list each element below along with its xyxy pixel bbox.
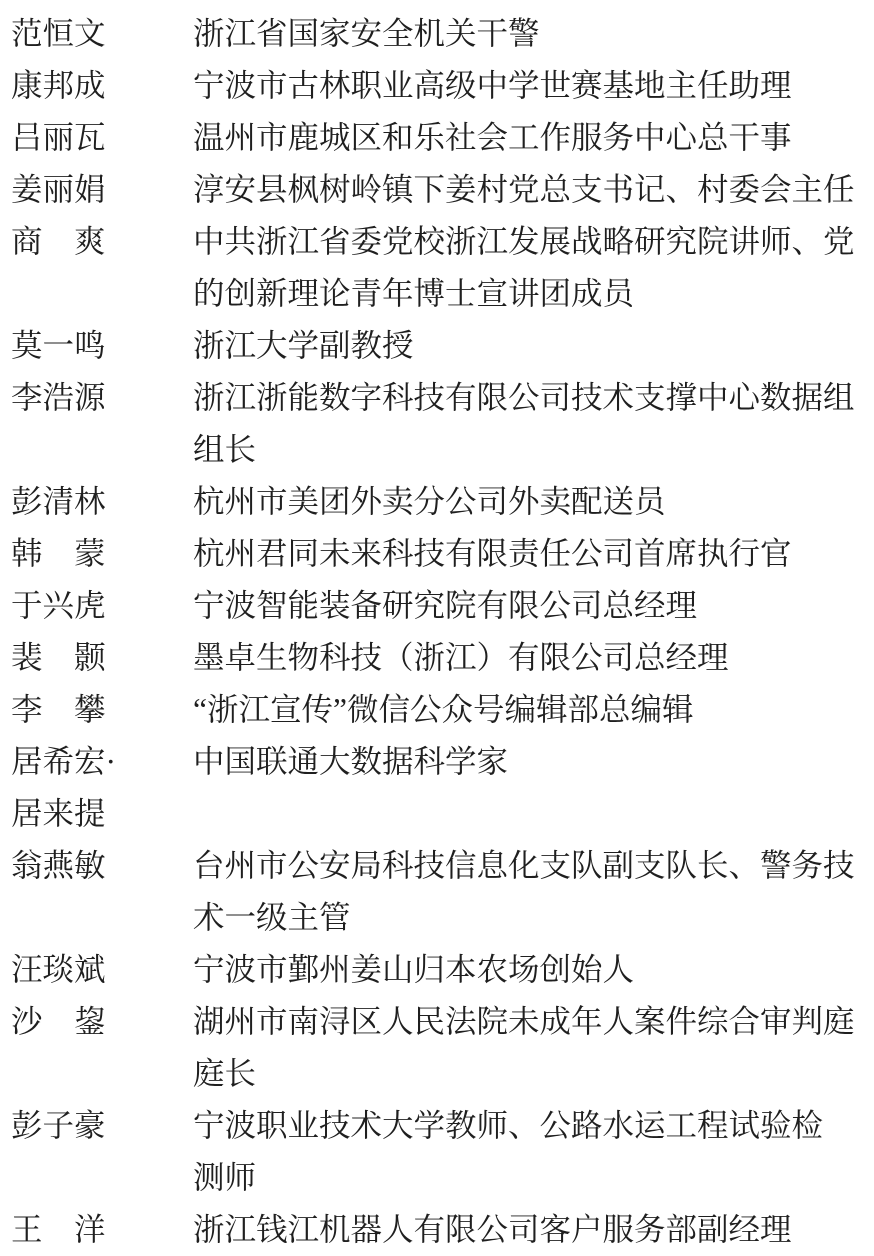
- person-title: [193, 112, 874, 164]
- person-name: [11, 1100, 106, 1152]
- person-name-line: 彭清林: [11, 484, 106, 519]
- person-title-line: 中国联通大数据科学家: [193, 744, 509, 779]
- person-title-line: 的创新理论青年博士宣讲团成员: [193, 276, 635, 311]
- person-title-line: 宁波市古林职业高级中学世赛基地主任助理: [193, 68, 792, 103]
- list-item: [11, 60, 874, 112]
- list-item: [11, 736, 874, 840]
- person-name: [11, 112, 106, 164]
- person-name: [11, 736, 116, 840]
- person-title-line: 温州市鹿城区和乐社会工作服务中心总干事: [193, 120, 792, 155]
- person-title-line: 浙江浙能数字科技有限公司技术支撑中心数据组: [193, 380, 855, 415]
- person-title-line: 浙江钱江机器人有限公司客户服务部副经理: [193, 1212, 792, 1247]
- list-item: [11, 164, 874, 216]
- list-item: [11, 684, 874, 736]
- person-name: [11, 1204, 106, 1256]
- person-name-line: 李浩源: [11, 380, 106, 415]
- person-title: [193, 684, 874, 736]
- person-name-line: 姜丽娟: [11, 172, 106, 207]
- person-title-line: 浙江省国家安全机关干警: [193, 16, 540, 51]
- person-title-line: 测师: [193, 1160, 257, 1195]
- person-title-line: 宁波智能装备研究院有限公司总经理: [193, 588, 698, 623]
- person-title-line: 宁波职业技术大学教师、公路水运工程试验检: [193, 1108, 824, 1143]
- person-name-line: 沙 鋆: [11, 1004, 106, 1039]
- person-title-line: “浙江宣传”微信公众号编辑部总编辑: [193, 692, 694, 727]
- person-title-line: 庭长: [193, 1056, 257, 1091]
- person-title: [193, 476, 874, 528]
- list-item: [11, 528, 874, 580]
- person-name-line: 韩 蒙: [11, 536, 106, 571]
- person-title: [193, 528, 874, 580]
- person-name-line: 莫一鸣: [11, 328, 106, 363]
- honoree-list: [11, 8, 874, 1256]
- person-title: [193, 996, 874, 1100]
- person-name: [11, 8, 106, 60]
- list-item: [11, 944, 874, 996]
- person-name: [11, 996, 106, 1048]
- person-title-line: 湖州市南浔区人民法院未成年人案件综合审判庭: [193, 1004, 855, 1039]
- person-name-line: 李 攀: [11, 692, 106, 727]
- list-item: [11, 580, 874, 632]
- person-title-line: 中共浙江省委党校浙江发展战略研究院讲师、党: [193, 224, 855, 259]
- person-name-line: 康邦成: [11, 68, 106, 103]
- list-item: [11, 320, 874, 372]
- person-name: [11, 320, 106, 372]
- person-name-line: 于兴虎: [11, 588, 106, 623]
- person-title: [193, 216, 874, 320]
- person-title-line: 宁波市鄞州姜山归本农场创始人: [193, 952, 635, 987]
- person-name: [11, 60, 106, 112]
- list-item: [11, 216, 874, 320]
- person-title: [193, 1204, 874, 1256]
- person-title: [193, 164, 874, 216]
- person-title-line: 墨卓生物科技（浙江）有限公司总经理: [193, 640, 729, 675]
- person-title: [193, 8, 874, 60]
- person-title: [193, 632, 874, 684]
- list-item: [11, 112, 874, 164]
- person-name: [11, 528, 106, 580]
- person-title: [193, 320, 874, 372]
- list-item: [11, 996, 874, 1100]
- list-item: [11, 1204, 874, 1256]
- person-title-line: 术一级主管: [193, 900, 351, 935]
- person-name: [11, 684, 106, 736]
- list-item: [11, 372, 874, 476]
- person-title: [193, 372, 874, 476]
- person-name-line: 翁燕敏: [11, 848, 106, 883]
- person-name-line: 范恒文: [11, 16, 106, 51]
- person-title: [193, 944, 874, 996]
- person-name-line: 居希宏·: [11, 744, 116, 779]
- list-item: [11, 476, 874, 528]
- person-name-line: 彭子豪: [11, 1108, 106, 1143]
- person-title-line: 淳安县枫树岭镇下姜村党总支书记、村委会主任: [193, 172, 855, 207]
- list-item: [11, 632, 874, 684]
- person-name-line: 居来提: [11, 796, 106, 831]
- person-name: [11, 944, 106, 996]
- person-name: [11, 164, 106, 216]
- list-item: [11, 8, 874, 60]
- list-item: [11, 840, 874, 944]
- person-title: [193, 840, 874, 944]
- person-name-line: 王 洋: [11, 1212, 106, 1247]
- person-title: [193, 1100, 874, 1204]
- person-title-line: 组长: [193, 432, 257, 467]
- list-item: [11, 1100, 874, 1204]
- person-title-line: 台州市公安局科技信息化支队副支队长、警务技: [193, 848, 855, 883]
- person-title-line: 杭州君同未来科技有限责任公司首席执行官: [193, 536, 792, 571]
- person-name-line: 商 爽: [11, 224, 106, 259]
- person-name-line: 汪琰斌: [11, 952, 106, 987]
- person-name: [11, 216, 106, 268]
- person-name: [11, 580, 106, 632]
- person-name: [11, 840, 106, 892]
- person-title-line: 杭州市美团外卖分公司外卖配送员: [193, 484, 666, 519]
- person-name-line: 吕丽瓦: [11, 120, 106, 155]
- person-name: [11, 476, 106, 528]
- person-name-line: 裴 颢: [11, 640, 106, 675]
- person-title: [193, 60, 874, 112]
- person-title: [193, 736, 874, 788]
- person-title: [193, 580, 874, 632]
- person-title-line: 浙江大学副教授: [193, 328, 414, 363]
- person-name: [11, 372, 106, 424]
- person-name: [11, 632, 106, 684]
